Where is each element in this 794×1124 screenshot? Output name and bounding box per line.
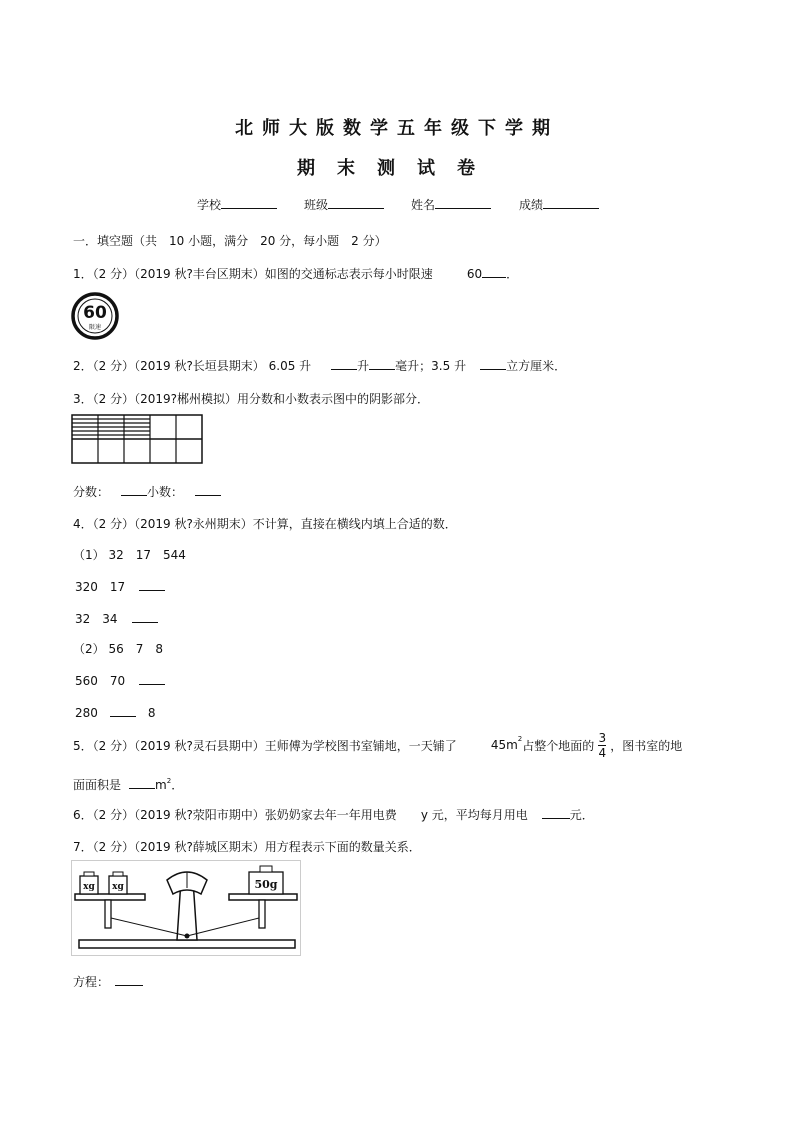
class-field: 班级 bbox=[304, 196, 384, 213]
page-title: 北师大版数学五年级下学期 bbox=[235, 118, 559, 139]
question-1: 1．（2 分）（2019 秋?丰台区期末）如图的交通标志表示每小时限速 60 ． bbox=[73, 267, 519, 281]
q3-blank-decimal[interactable] bbox=[195, 483, 221, 496]
question-6: 6．（2 分）（2019 秋?荥阳市期中）张奶奶家去年一年用电费 y 元，平均每月用电 元． bbox=[73, 808, 594, 822]
q6-blank[interactable] bbox=[542, 806, 570, 819]
section-heading: 一．填空题（共 10 小题，满分 20 分，每小题 2 分） bbox=[73, 234, 387, 248]
q4-line-3: 32 34 bbox=[75, 610, 158, 627]
name-blank[interactable] bbox=[435, 196, 491, 209]
q4-blank-3[interactable] bbox=[139, 672, 165, 685]
q7-blank[interactable] bbox=[115, 973, 143, 986]
question-3: 3．（2 分）（2019?郴州模拟）用分数和小数表示图中的阴影部分． bbox=[73, 392, 429, 406]
page-subtitle: 期末测试卷 bbox=[297, 158, 497, 179]
sign-number: 60 bbox=[83, 303, 107, 323]
question-7: 7．（2 分）（2019 秋?薛城区期末）用方程表示下面的数量关系． bbox=[73, 840, 421, 854]
name-field: 姓名 bbox=[411, 196, 491, 213]
class-blank[interactable] bbox=[328, 196, 384, 209]
svg-text:50g: 50g bbox=[254, 878, 278, 891]
shaded-grid-figure bbox=[71, 413, 203, 465]
q4-line-5: 560 70 bbox=[75, 672, 165, 689]
svg-text:xg: xg bbox=[112, 882, 124, 892]
question-5: 5．（2 分）（2019 秋?灵石县期中）王师傅为学校图书室铺地，一天铺了 45m 2 占整个地面的 $\frac{3}{4}$ ，图书室的地 bbox=[73, 730, 683, 760]
balance-scale-figure bbox=[71, 860, 301, 956]
speed-limit-sign bbox=[71, 292, 119, 340]
q5-fraction: $\frac{3}{4}$ bbox=[598, 730, 607, 760]
q4-line-4: （2） 56 7 8 bbox=[73, 642, 163, 656]
q3-answer: 分数： 小数： bbox=[73, 483, 221, 500]
q1-blank[interactable] bbox=[482, 265, 506, 278]
score-field: 成绩 bbox=[519, 196, 599, 213]
q3-blank-fraction[interactable] bbox=[121, 483, 147, 496]
q2-blank-3[interactable] bbox=[480, 357, 506, 370]
q4-blank-1[interactable] bbox=[139, 578, 165, 591]
sign-text: 限速 bbox=[88, 324, 102, 331]
school-blank[interactable] bbox=[221, 196, 277, 209]
q2-blank-1[interactable] bbox=[331, 357, 357, 370]
q4-blank-4[interactable] bbox=[110, 704, 136, 717]
q5-line-2: 面面积是 $m^2$． bbox=[73, 777, 184, 792]
school-field: 学校 bbox=[197, 196, 277, 213]
q4-line-1: （1） 32 17 544 bbox=[73, 548, 186, 562]
q4-line-2: 320 17 bbox=[75, 578, 165, 595]
q7-answer: 方程： bbox=[73, 973, 143, 990]
q4-line-6: 280 8 bbox=[75, 706, 156, 720]
question-2: 2．（2 分）（2019 秋?长垣县期末） 6.05 升 升 毫升；3.5 升 立方厘米． bbox=[73, 359, 567, 373]
q2-blank-2[interactable] bbox=[369, 357, 395, 370]
q4-blank-2[interactable] bbox=[132, 610, 158, 623]
svg-text:xg: xg bbox=[83, 882, 95, 892]
q5-blank[interactable] bbox=[129, 776, 155, 789]
question-4: 4．（2 分）（2019 秋?永州期末）不计算，直接在横线内填上合适的数． bbox=[73, 517, 457, 531]
score-blank[interactable] bbox=[543, 196, 599, 209]
